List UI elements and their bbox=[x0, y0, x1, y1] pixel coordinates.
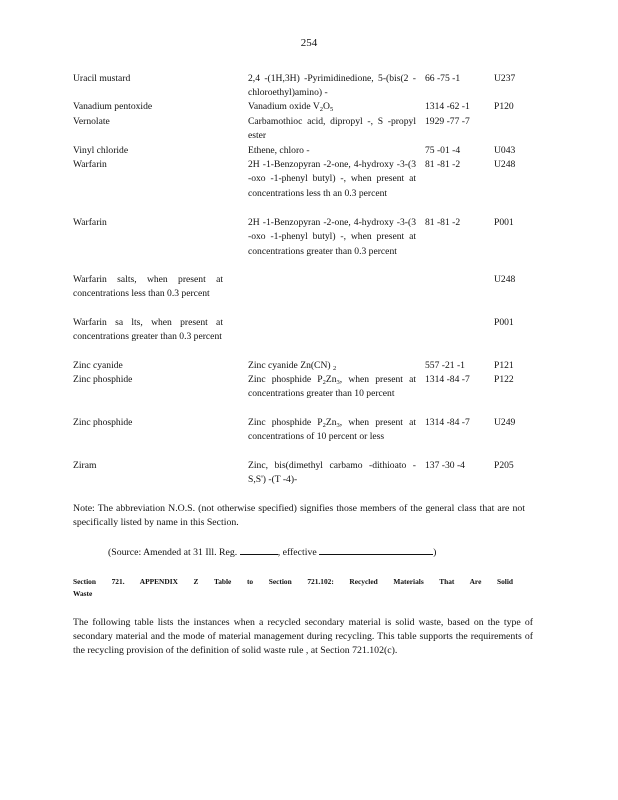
chemical-name: Warfarin bbox=[73, 217, 107, 228]
chemical-name: Zinc phosphide bbox=[73, 417, 133, 428]
section-heading: Section 721. APPENDIX Z Table to Section 721.102: Recycled Materials That Are Solid bbox=[73, 577, 513, 586]
chemical-name: Warfarin sa lts, when present at concentrations greater than 0.3 percent bbox=[73, 317, 223, 343]
cas-number: 1314 -84 -7 bbox=[425, 374, 470, 385]
waste-code: U248 bbox=[494, 274, 516, 285]
source-mid: , effective bbox=[277, 547, 317, 558]
waste-code: U043 bbox=[494, 145, 516, 156]
chemical-description: Vanadium oxide $V_2O_5$ bbox=[248, 101, 334, 113]
reg-blank bbox=[240, 545, 278, 555]
cas-number: 81 -81 -2 bbox=[425, 217, 461, 228]
chemical-name: Vinyl chloride bbox=[73, 145, 129, 156]
body-paragraph: The following table lists the instances when a recycled secondary material is solid waste, based on the type of secondary material and the mode of material management during recycling. This table supports the requirements of the recycling provision of the definition of solid waste rule , at Section 721.102(c). bbox=[73, 617, 533, 657]
chemical-description: Zinc cyanide Zn(CN) $_2$ bbox=[248, 360, 337, 372]
chemical-name: Zinc cyanide bbox=[73, 360, 123, 371]
chemical-description: Zinc, bis(dimethyl carbamo -dithioato -S,S') -(T -4)- bbox=[248, 460, 416, 486]
waste-code: P205 bbox=[494, 460, 514, 471]
chemical-name: Warfarin salts, when present at concentrations less than 0.3 percent bbox=[73, 274, 223, 300]
cas-number: 137 -30 -4 bbox=[425, 460, 465, 471]
waste-code: U248 bbox=[494, 159, 516, 170]
effective-blank bbox=[319, 545, 433, 555]
waste-code: P122 bbox=[494, 374, 514, 385]
chemical-description: 2H -1-Benzopyran -2-one, 4-hydroxy -3-(3 -oxo -1-phenyl butyl) -, when present at concentrations less th an 0.3 percent bbox=[248, 159, 416, 199]
page-number: 254 bbox=[300, 37, 318, 49]
abbreviation-note: Note: The abbreviation N.O.S. (not otherwise specified) signifies those members of the general class that are not specifically listed by name in this Section. bbox=[73, 503, 525, 529]
waste-code: P001 bbox=[494, 217, 514, 228]
source-open: (Source: Amended at 31 Ill. Reg. bbox=[108, 547, 238, 558]
chemical-description: Zinc phosphide $P_2Zn_3$, when present at concentrations of 10 percent or less bbox=[248, 417, 416, 443]
waste-code: P120 bbox=[494, 101, 514, 112]
chemical-name: Warfarin bbox=[73, 159, 107, 170]
cas-number: 66 -75 -1 bbox=[425, 73, 461, 84]
chemical-description: 2H -1-Benzopyran -2-one, 4-hydroxy -3-(3 -oxo -1-phenyl butyl) -, when present at concentrations greater than 0.3 percent bbox=[248, 217, 416, 257]
chemical-description: Ethene, chloro - bbox=[248, 145, 310, 156]
chemical-name: Vanadium pentoxide bbox=[73, 101, 153, 112]
cas-number: 75 -01 -4 bbox=[425, 145, 461, 156]
chemical-description: Carbamothioc acid, dipropyl -, S -propyl ester bbox=[248, 116, 416, 142]
cas-number: 1314 -62 -1 bbox=[425, 101, 470, 112]
chemical-description: 2,4 -(1H,3H) -Pyrimidinedione, 5-(bis(2 -chloroethyl)amino) - bbox=[248, 73, 416, 99]
cas-number: 81 -81 -2 bbox=[425, 159, 461, 170]
chemical-name: Vernolate bbox=[73, 116, 110, 127]
chemical-name: Ziram bbox=[73, 460, 97, 471]
section-heading-cont: Waste bbox=[73, 589, 93, 598]
chemical-name: Zinc phosphide bbox=[73, 374, 133, 385]
source-note bbox=[108, 545, 436, 558]
waste-code: P121 bbox=[494, 360, 514, 371]
source-close: ) bbox=[433, 547, 437, 558]
chemical-description: Zinc phosphide $P_2Zn_3$, when present at concentrations greater than 10 percent bbox=[248, 374, 416, 400]
waste-code: U237 bbox=[494, 73, 516, 84]
cas-number: 1314 -84 -7 bbox=[425, 417, 470, 428]
waste-code: U249 bbox=[494, 417, 516, 428]
chemical-name: Uracil mustard bbox=[73, 73, 131, 84]
waste-code: P001 bbox=[494, 317, 514, 328]
cas-number: 1929 -77 -7 bbox=[425, 116, 470, 127]
cas-number: 557 -21 -1 bbox=[425, 360, 465, 371]
